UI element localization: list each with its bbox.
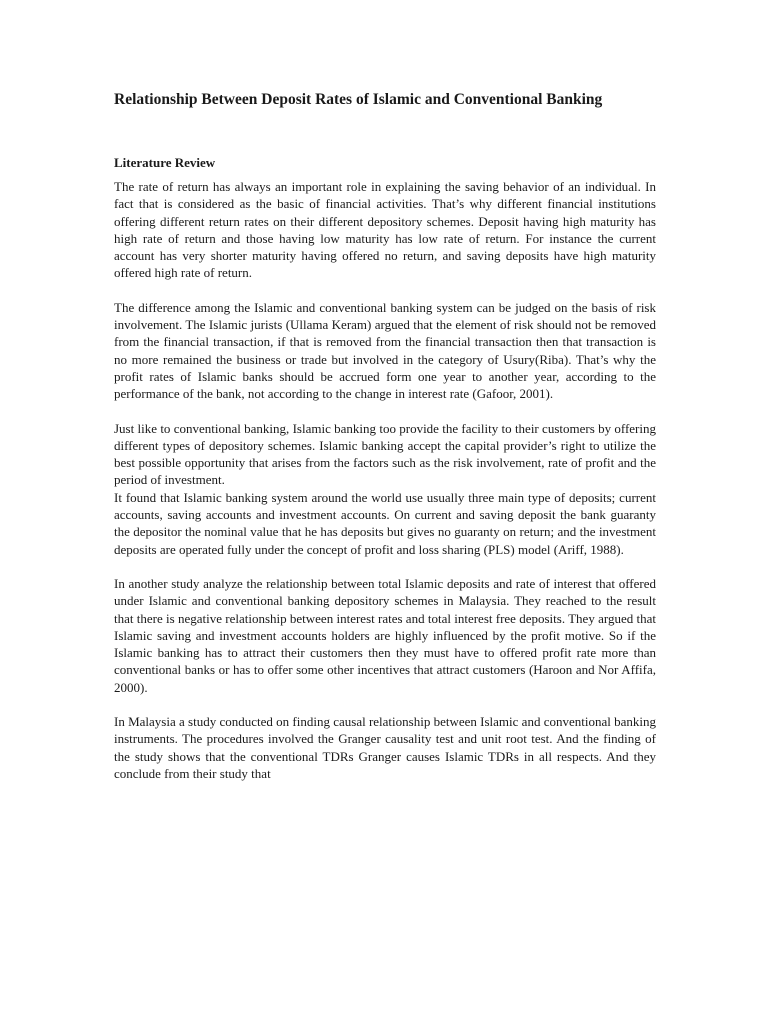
paragraph-deposit-types: It found that Islamic banking system around the world use usually three main type of deposits; current accounts, saving accounts and investment accounts. On current and saving deposit the bank guaranty the depositor the nominal value that he has deposits but gives no guaranty on return; and the investment deposits are operated fully under the concept of profit and loss sharing (PLS) model (Ariff, 1988). bbox=[114, 489, 656, 557]
paragraph-malaysia-deposits-study: In another study analyze the relationship between total Islamic deposits and rate of interest that offered under Islamic and conventional banking depository schemes in Malaysia. They reached to the result that there is negative relationship between interest rates and total interest free deposits. They argued that Islamic saving and investment accounts holders are highly influenced by the profit motive. So if the Islamic banking has to attract their customers then they must have to offered profit rate more than conventional banks or has to offer some other incentives that attract customers (Haroon and Nor Affifa, 2000). bbox=[114, 575, 656, 695]
paragraph-depository-schemes: Just like to conventional banking, Islamic banking too provide the facility to their customers by offering different types of depository schemes. Islamic banking accept the capital provider’s right to utilize the best possible opportunity that arises from the factors such as the risk involvement, rate of profit and the period of investment. bbox=[114, 420, 656, 488]
paragraph-rate-of-return: The rate of return has always an important role in explaining the saving behavior of an individual. In fact that is considered as the basic of financial activities. That’s why different financial institutions offering different return rates on their different depository schemes. Deposit having high maturity has high rate of return and those having low maturity has low rate of return. For instance the current account has very shorter maturity having offered no return, and saving deposits have high maturity offered high rate of return. bbox=[114, 179, 656, 281]
paragraph-risk-involvement: The difference among the Islamic and conventional banking system can be judged on the basis of risk involvement. The Islamic jurists (Ullama Keram) argued that the element of risk should not be removed from the financial transaction, if that is removed from the financial transaction then that transaction is no more remained the business or trade but involved in the category of Usury(Riba). That’s why the profit rates of Islamic banks should be accrued form one year to another year, according to the performance of the bank, not according to the change in interest rate (Gafoor, 2001). bbox=[114, 299, 656, 402]
paragraph-causal-relationship-study: In Malaysia a study conducted on finding causal relationship between Islamic and conventional banking instruments. The procedures involved the Granger causality test and unit root test. And the finding of the study shows that the conventional TDRs Granger causes Islamic TDRs in all respects. And they conclude from their study that bbox=[114, 714, 656, 781]
section-heading-literature-review: Literature Review bbox=[114, 155, 216, 170]
document-page bbox=[114, 90, 656, 799]
document-title: Relationship Between Deposit Rates of Islamic and Conventional Banking bbox=[114, 91, 603, 108]
